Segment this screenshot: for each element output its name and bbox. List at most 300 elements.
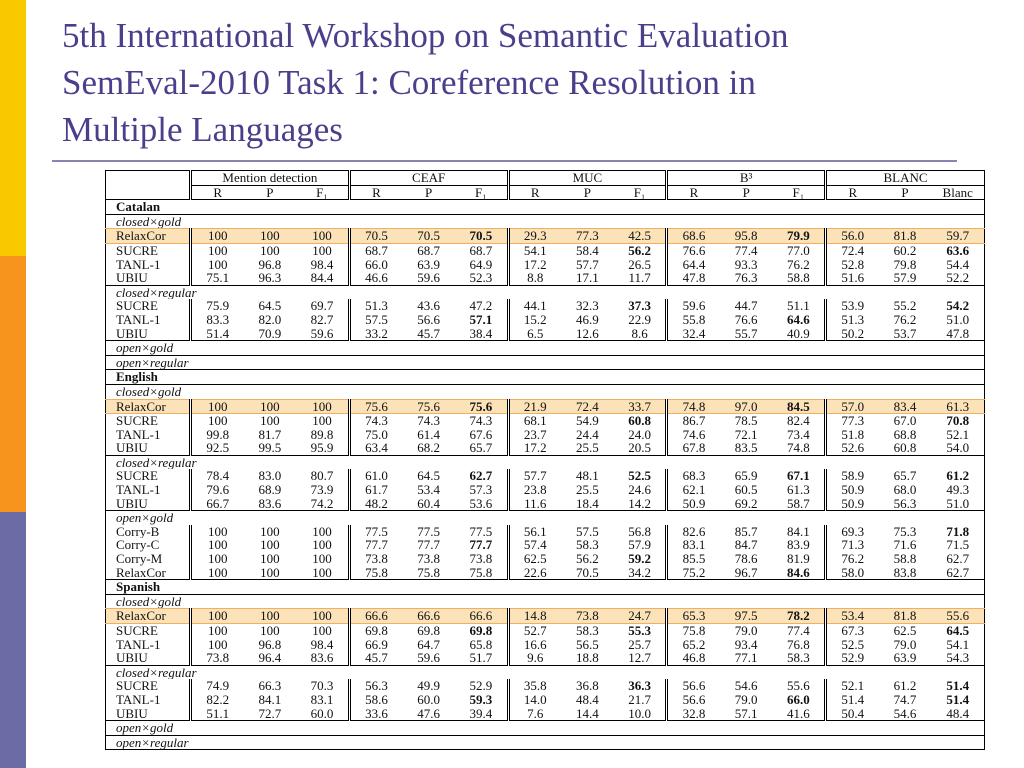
score-cell: 53.9: [826, 299, 879, 313]
table-row: [106, 229, 985, 244]
accent-stripe-yellow: [0, 0, 26, 256]
score-cell: 83.5: [734, 441, 758, 456]
score-cell: 75.3: [893, 524, 917, 539]
score-cell: 70.5: [402, 229, 455, 244]
score-cell: 51.0: [946, 312, 970, 327]
score-cell: 51.1: [191, 707, 244, 721]
score-cell: 68.7: [349, 243, 402, 257]
score-cell: 33.2: [349, 327, 402, 341]
score-cell: 57.1: [469, 312, 493, 327]
system-name: UBIU: [116, 271, 148, 286]
score-cell: 70.9: [258, 326, 282, 341]
slide-title: [62, 12, 1002, 153]
score-cell: 54.1: [946, 637, 970, 652]
score-cell: 25.5: [576, 441, 599, 456]
score-cell: 84.6: [786, 565, 810, 580]
score-cell: 61.0: [349, 469, 402, 483]
score-cell: 46.6: [349, 271, 402, 285]
condition-label: closed×gold: [106, 214, 985, 229]
condition-label: closed×regular: [106, 455, 985, 469]
results-table: [105, 170, 985, 750]
score-cell: 8.8: [508, 271, 561, 285]
score-cell: 81.7: [258, 427, 282, 442]
score-cell: 22.9: [628, 312, 651, 327]
accent-stripe-orange: [0, 256, 26, 512]
score-cell: 46.8: [667, 651, 720, 665]
score-cell: 61.2: [946, 469, 970, 484]
score-cell: 74.8: [667, 399, 720, 414]
score-cell: 37.3: [628, 299, 651, 313]
score-cell: 64.6: [786, 312, 810, 327]
score-cell: 77.5: [417, 524, 441, 539]
language-row: [106, 580, 985, 595]
system-name: UBIU: [116, 651, 148, 666]
score-cell: 100: [260, 243, 280, 258]
score-cell: 69.2: [734, 496, 758, 511]
score-cell: 57.0: [826, 399, 879, 414]
language-row: [106, 370, 985, 385]
system-name: TANL-1: [116, 637, 161, 652]
score-cell: 17.2: [508, 441, 561, 455]
score-cell: 100: [191, 525, 244, 539]
score-cell: 83.1: [667, 538, 720, 552]
score-cell: 67.6: [469, 427, 493, 442]
score-cell: 96.8: [258, 637, 282, 652]
score-cell: 18.8: [576, 651, 599, 666]
score-cell: 100: [260, 538, 280, 553]
score-cell: 99.8: [191, 428, 244, 442]
score-cell: 22.6: [508, 566, 561, 580]
score-cell: 63.9: [893, 651, 917, 666]
score-cell: 66.6: [455, 609, 508, 624]
sub-header-cell: P: [266, 185, 274, 200]
score-cell: 56.6: [417, 312, 441, 327]
score-cell: 98.4: [310, 257, 334, 272]
group-header-muc: MUC: [508, 171, 667, 186]
score-cell: 20.5: [628, 441, 651, 456]
score-cell: 60.0: [310, 706, 334, 721]
score-cell: 79.8: [893, 257, 917, 272]
condition-row: [106, 214, 985, 229]
score-cell: 81.8: [878, 609, 931, 624]
score-cell: 52.1: [946, 427, 970, 442]
system-name: UBIU: [116, 441, 148, 456]
score-cell: 100: [191, 566, 244, 580]
score-cell: 65.2: [667, 638, 720, 652]
table-row: [106, 538, 985, 552]
score-cell: 76.2: [893, 312, 917, 327]
score-cell: 78.5: [734, 413, 758, 428]
score-cell: 100: [312, 565, 332, 580]
score-cell: 58.8: [893, 552, 917, 566]
score-cell: 74.3: [469, 413, 493, 428]
language-label: Catalan: [106, 200, 985, 215]
score-cell: 25.7: [628, 637, 651, 652]
score-cell: 75.8: [469, 565, 493, 580]
score-cell: 100: [312, 413, 332, 428]
sub-header-cell: P: [901, 185, 909, 200]
score-cell: 68.7: [469, 243, 493, 258]
score-cell: 77.3: [826, 414, 879, 428]
score-cell: 100: [191, 638, 244, 652]
score-cell: 56.1: [508, 525, 561, 539]
language-label: Spanish: [106, 580, 985, 595]
score-cell: 76.6: [734, 312, 758, 327]
score-cell: 47.6: [417, 706, 441, 721]
score-cell: 53.6: [469, 496, 493, 511]
score-cell: 86.7: [667, 414, 720, 428]
score-cell: 100: [260, 565, 280, 580]
score-cell: 51.3: [349, 299, 402, 313]
score-cell: 58.3: [576, 623, 599, 638]
table-row: [106, 327, 985, 341]
score-cell: 59.6: [310, 326, 334, 341]
score-cell: 72.7: [258, 706, 282, 721]
score-cell: 81.8: [878, 229, 931, 244]
system-name: TANL-1: [116, 312, 161, 327]
score-cell: 50.9: [826, 497, 879, 511]
score-cell: 71.8: [946, 524, 970, 539]
score-cell: 51.6: [826, 271, 879, 285]
score-cell: 57.9: [628, 538, 651, 553]
condition-row: [106, 665, 985, 679]
score-cell: 52.3: [469, 271, 493, 286]
score-cell: 77.7: [417, 538, 441, 553]
group-header-b3: B³: [667, 171, 826, 186]
sub-header-cell: P: [742, 185, 750, 200]
corner-cell: [106, 171, 191, 186]
score-cell: 72.4: [826, 243, 879, 257]
score-cell: 23.8: [508, 483, 561, 497]
score-cell: 52.1: [826, 679, 879, 693]
score-cell: 60.8: [893, 441, 917, 456]
table-row: [106, 469, 985, 483]
system-name: UBIU: [116, 496, 148, 511]
score-cell: 34.2: [628, 565, 651, 580]
score-cell: 74.3: [349, 414, 402, 428]
score-cell: 65.7: [469, 441, 493, 456]
system-name: SUCRE: [116, 623, 158, 638]
score-cell: 48.4: [576, 692, 599, 707]
score-cell: 100: [191, 609, 244, 624]
score-cell: 17.1: [576, 271, 599, 286]
score-cell: 97.0: [720, 399, 773, 414]
score-cell: 11.6: [508, 497, 561, 511]
score-cell: 55.2: [893, 299, 917, 313]
score-cell: 49.9: [417, 679, 441, 693]
system-name: TANL-1: [116, 427, 161, 442]
score-cell: 23.7: [508, 428, 561, 442]
score-cell: 62.7: [946, 552, 970, 566]
condition-row: [106, 735, 985, 750]
score-cell: 97.5: [720, 609, 773, 624]
title-line-1: 5th International Workshop on Semantic Evaluation: [62, 16, 789, 55]
score-cell: 69.8: [469, 623, 493, 638]
score-cell: 52.5: [628, 469, 651, 484]
score-cell: 100: [243, 229, 296, 244]
score-cell: 53.4: [826, 609, 879, 624]
score-cell: 49.3: [946, 483, 970, 497]
score-cell: 100: [191, 258, 244, 272]
score-cell: 80.7: [310, 469, 334, 484]
system-name: TANL-1: [116, 257, 161, 272]
score-cell: 42.5: [614, 229, 667, 244]
score-cell: 78.6: [734, 552, 758, 566]
score-cell: 100: [243, 399, 296, 414]
score-cell: 51.0: [946, 496, 970, 511]
score-cell: 100: [191, 624, 244, 638]
table-row: [106, 609, 985, 624]
score-cell: 65.7: [893, 469, 917, 484]
sub-header-cell: R: [349, 185, 402, 200]
score-cell: 100: [296, 229, 349, 244]
score-cell: 57.1: [734, 706, 758, 721]
score-cell: 38.4: [469, 326, 493, 341]
group-header-row: [106, 171, 985, 186]
score-cell: 60.0: [417, 692, 441, 707]
table-row: [106, 638, 985, 652]
condition-label: closed×gold: [106, 384, 985, 399]
score-cell: 15.2: [508, 313, 561, 327]
title-divider: [52, 160, 957, 162]
system-name: TANL-1: [116, 692, 161, 707]
score-cell: 89.8: [310, 427, 334, 442]
score-cell: 64.5: [946, 623, 970, 638]
score-cell: 18.4: [576, 496, 599, 511]
score-cell: 70.5: [349, 229, 402, 244]
score-cell: 40.9: [786, 326, 810, 341]
score-cell: 82.0: [258, 312, 282, 327]
score-cell: 100: [312, 552, 332, 566]
score-cell: 75.6: [455, 399, 508, 414]
condition-row: [106, 341, 985, 356]
score-cell: 54.1: [508, 243, 561, 257]
score-cell: 75.1: [191, 271, 244, 285]
score-cell: 68.2: [417, 441, 441, 456]
score-cell: 24.0: [628, 427, 651, 442]
condition-row: [106, 721, 985, 736]
score-cell: 100: [312, 524, 332, 539]
score-cell: 62.1: [667, 483, 720, 497]
score-cell: 59.3: [469, 692, 493, 707]
score-cell: 57.9: [893, 271, 917, 286]
score-cell: 84.1: [258, 692, 282, 707]
score-cell: 12.6: [576, 326, 599, 341]
score-cell: 83.0: [258, 469, 282, 484]
score-cell: 73.4: [786, 427, 810, 442]
score-cell: 57.5: [349, 313, 402, 327]
score-cell: 100: [296, 609, 349, 624]
score-cell: 85.5: [667, 552, 720, 566]
score-cell: 100: [260, 524, 280, 539]
table-row: [106, 271, 985, 285]
system-name: Corry-M: [116, 552, 163, 566]
score-cell: 83.3: [191, 313, 244, 327]
condition-label: closed×gold: [106, 594, 985, 609]
table-row: [106, 624, 985, 638]
score-cell: 71.6: [893, 538, 917, 553]
table-row: [106, 313, 985, 327]
score-cell: 100: [191, 552, 244, 566]
condition-row: [106, 594, 985, 609]
score-cell: 68.8: [893, 427, 917, 442]
score-cell: 100: [260, 552, 280, 566]
score-cell: 54.6: [893, 706, 917, 721]
condition-label: open×regular: [106, 735, 985, 750]
score-cell: 60.2: [893, 243, 917, 258]
score-cell: 14.2: [628, 496, 651, 511]
system-name: Corry-C: [116, 538, 160, 553]
score-cell: 68.0: [893, 483, 917, 497]
score-cell: 73.8: [417, 552, 441, 566]
score-cell: 57.3: [469, 483, 493, 497]
score-cell: 69.8: [417, 623, 441, 638]
score-cell: 60.4: [417, 496, 441, 511]
system-name: SUCRE: [116, 299, 158, 313]
score-cell: 52.2: [946, 271, 970, 286]
score-cell: 26.5: [628, 257, 651, 272]
score-cell: 63.4: [349, 441, 402, 455]
score-cell: 36.8: [576, 679, 599, 693]
score-cell: 54.2: [946, 299, 970, 313]
table-row: [106, 651, 985, 665]
score-cell: 75.2: [667, 566, 720, 580]
score-cell: 56.6: [667, 679, 720, 693]
score-cell: 58.9: [826, 469, 879, 483]
score-cell: 75.8: [349, 566, 402, 580]
score-cell: 84.5: [773, 399, 826, 414]
score-cell: 56.3: [893, 496, 917, 511]
condition-label: closed×regular: [106, 665, 985, 679]
score-cell: 96.7: [734, 565, 758, 580]
score-cell: 78.2: [773, 609, 826, 624]
score-cell: 93.3: [734, 257, 758, 272]
score-cell: 66.7: [191, 497, 244, 511]
score-cell: 66.0: [349, 258, 402, 272]
score-cell: 17.2: [508, 258, 561, 272]
score-cell: 68.6: [667, 229, 720, 244]
score-cell: 75.0: [349, 428, 402, 442]
score-cell: 64.4: [667, 258, 720, 272]
score-cell: 50.2: [826, 327, 879, 341]
score-cell: 100: [243, 609, 296, 624]
sub-header-cell: R: [826, 185, 879, 200]
score-cell: 100: [191, 399, 244, 414]
score-cell: 67.1: [786, 469, 810, 484]
table-row: [106, 243, 985, 257]
system-name: SUCRE: [116, 469, 158, 484]
score-cell: 100: [260, 413, 280, 428]
score-cell: 74.7: [893, 692, 917, 707]
score-cell: 79.6: [191, 483, 244, 497]
score-cell: 53.4: [417, 483, 441, 497]
score-cell: 81.9: [786, 552, 810, 566]
system-name: RelaxCor: [106, 229, 191, 244]
table-row: [106, 414, 985, 428]
score-cell: 82.4: [786, 413, 810, 428]
table-row: [106, 483, 985, 497]
sub-header-cell: Blanc: [942, 185, 973, 200]
score-cell: 14.8: [508, 609, 561, 624]
score-cell: 72.1: [734, 427, 758, 442]
system-name: SUCRE: [116, 243, 158, 258]
score-cell: 55.6: [786, 679, 810, 693]
score-cell: 52.6: [826, 441, 879, 455]
system-name: Corry-B: [116, 524, 160, 539]
score-cell: 25.5: [576, 483, 599, 497]
score-cell: 93.4: [734, 637, 758, 652]
score-cell: 52.8: [826, 258, 879, 272]
score-cell: 44.1: [508, 299, 561, 313]
score-cell: 76.8: [786, 637, 810, 652]
group-header-mention: Mention detection: [191, 171, 350, 186]
score-cell: 50.4: [826, 707, 879, 721]
score-cell: 68.3: [667, 469, 720, 483]
score-cell: 7.6: [508, 707, 561, 721]
score-cell: 79.9: [773, 229, 826, 244]
score-cell: 63.6: [946, 243, 970, 258]
score-cell: 62.7: [946, 565, 970, 580]
score-cell: 61.3: [786, 483, 810, 497]
score-cell: 47.8: [667, 271, 720, 285]
score-cell: 64.5: [417, 469, 441, 484]
table-row: [106, 707, 985, 721]
table-row: [106, 428, 985, 442]
title-line-2: SemEval-2010 Task 1: Coreference Resolution in: [62, 63, 756, 102]
score-cell: 41.6: [786, 706, 810, 721]
system-name: UBIU: [116, 706, 148, 721]
score-cell: 58.3: [576, 538, 599, 553]
score-cell: 96.4: [258, 651, 282, 666]
score-cell: 56.6: [667, 693, 720, 707]
accent-stripe-purple: [0, 512, 26, 768]
score-cell: 77.7: [469, 538, 493, 553]
table-row: [106, 525, 985, 539]
score-cell: 51.4: [946, 692, 970, 707]
system-name: SUCRE: [116, 679, 158, 693]
score-cell: 79.0: [893, 637, 917, 652]
group-header-blanc: BLANC: [826, 171, 985, 186]
sub-header-cell: F₁: [474, 185, 487, 200]
score-cell: 36.3: [628, 679, 651, 693]
score-cell: 58.4: [576, 243, 599, 258]
score-cell: 55.3: [628, 623, 651, 638]
score-cell: 96.3: [258, 271, 282, 286]
condition-label: closed×regular: [106, 285, 985, 299]
score-cell: 50.9: [826, 483, 879, 497]
score-cell: 52.9: [469, 679, 493, 693]
score-cell: 100: [296, 399, 349, 414]
score-cell: 43.6: [417, 299, 441, 313]
score-cell: 75.8: [417, 565, 441, 580]
score-cell: 45.7: [417, 326, 441, 341]
table-row: [106, 552, 985, 566]
score-cell: 21.9: [508, 399, 561, 414]
score-cell: 67.3: [826, 624, 879, 638]
score-cell: 69.3: [826, 525, 879, 539]
score-cell: 83.4: [878, 399, 931, 414]
score-cell: 65.3: [667, 609, 720, 624]
score-cell: 71.5: [946, 538, 970, 553]
condition-row: [106, 455, 985, 469]
score-cell: 54.6: [734, 679, 758, 693]
score-cell: 58.8: [786, 271, 810, 286]
score-cell: 24.6: [628, 483, 651, 497]
score-cell: 51.3: [826, 313, 879, 327]
score-cell: 83.8: [893, 565, 917, 580]
score-cell: 92.5: [191, 441, 244, 455]
score-cell: 67.8: [667, 441, 720, 455]
